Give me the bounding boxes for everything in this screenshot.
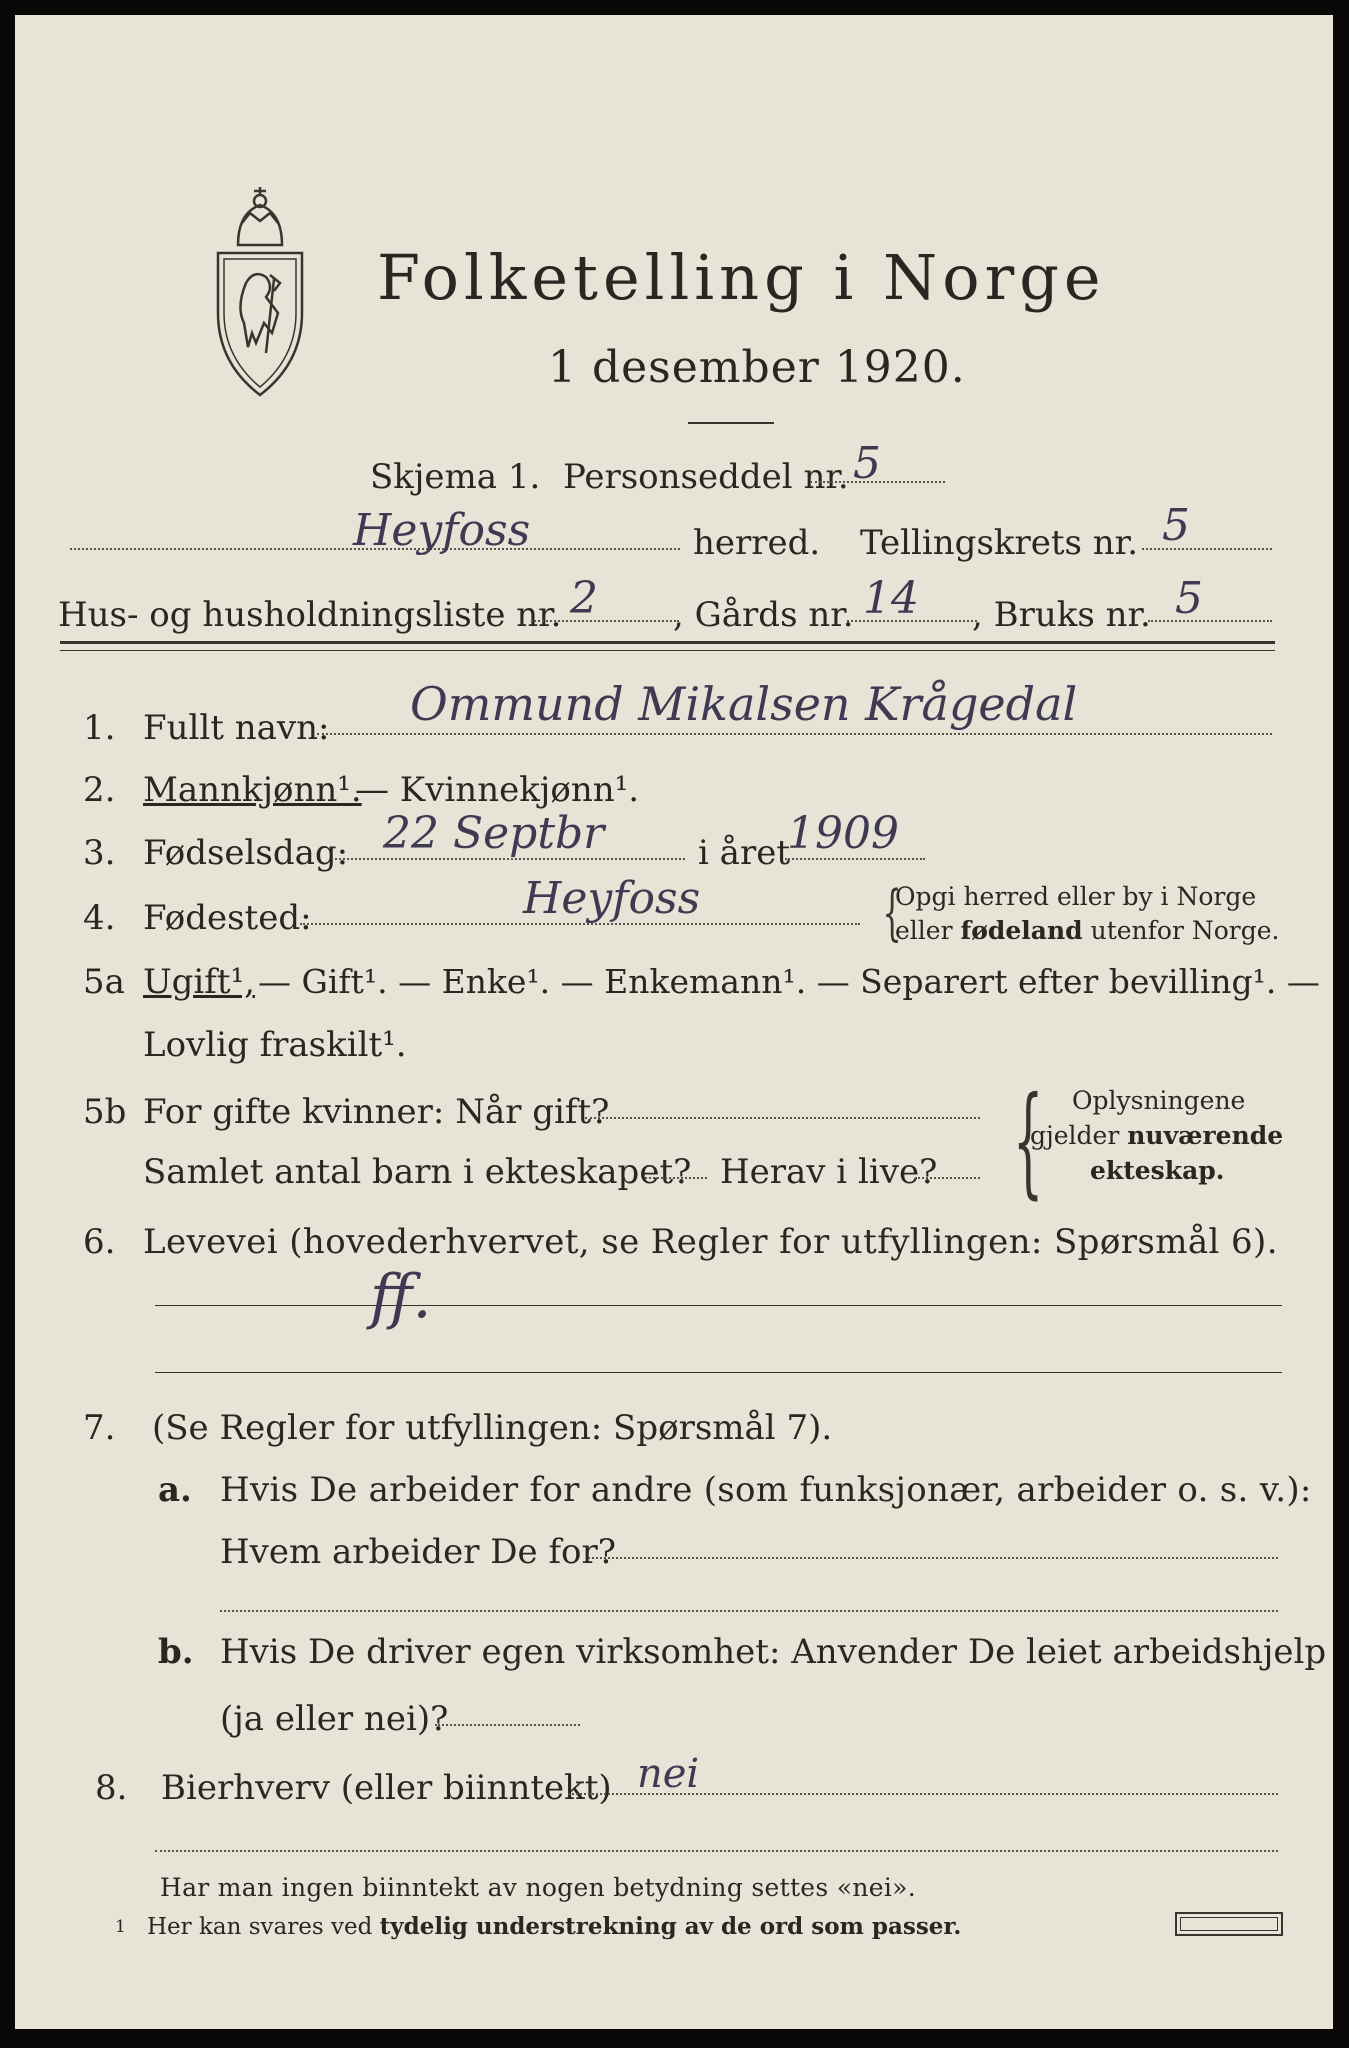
q5b-married-field	[585, 1117, 980, 1119]
q7-label: (Se Regler for utfyllingen: Spørsmål 7).	[152, 1408, 833, 1448]
q1-field	[317, 733, 1272, 735]
personseddel-label: Personseddel nr.	[563, 457, 849, 497]
q1-number: 1.	[83, 708, 116, 748]
q2-number: 2.	[83, 770, 116, 810]
q5b-note-line1: Oplysningene	[1072, 1086, 1246, 1115]
personseddel-value: 5	[853, 438, 881, 489]
q5b-label-alive: Herav i live?	[720, 1152, 938, 1192]
q6-value: ff.	[370, 1262, 432, 1332]
q5b-alive-field	[915, 1177, 980, 1179]
q5a-options: — Gift¹. — Enke¹. — Enkemann¹. — Separert efter bevilling¹. —	[258, 962, 1320, 1001]
q5b-brace: {	[1012, 1072, 1044, 1211]
q8-label: Bierhverv (eller biinntekt)	[161, 1768, 612, 1808]
husholdning-field	[531, 620, 679, 622]
q7b-field	[435, 1724, 580, 1726]
q8-field-2	[155, 1850, 1278, 1852]
q6-field-1	[155, 1305, 1282, 1306]
q1-value: Ommund Mikalsen Krågedal	[410, 677, 1078, 731]
q8-number: 8.	[95, 1768, 128, 1808]
q4-brace: {	[882, 878, 902, 948]
q3-value: 22 Septbr	[383, 808, 605, 859]
husholdning-label: Hus- og husholdningsliste nr.	[58, 595, 562, 635]
tellingskrets-value: 5	[1162, 500, 1190, 551]
q7a-field-1	[588, 1557, 1278, 1559]
footnote-number: 1	[115, 1917, 126, 1937]
bruks-value: 5	[1175, 573, 1203, 624]
q7a-number: a.	[158, 1470, 192, 1510]
q3-year-value: 1909	[787, 808, 899, 859]
husholdning-value: 2	[570, 573, 598, 624]
q8-value: nei	[637, 1751, 700, 1797]
q7b-label: Hvis De driver egen virksomhet: Anvender De leiet arbeidshjelp	[220, 1632, 1327, 1672]
q5a-number: 5a	[83, 962, 125, 1002]
q4-value: Heyfoss	[523, 873, 701, 924]
herred-label: herred.	[693, 523, 821, 563]
form-date: 1 desember 1920.	[548, 342, 966, 393]
norwegian-coat-of-arms-icon	[208, 183, 312, 401]
footer-note: Har man ingen biinntekt av nogen betydning settes «nei».	[160, 1873, 916, 1902]
q4-label: Fødested:	[143, 898, 312, 938]
schema-label: Skjema 1.	[370, 457, 541, 497]
q7a-label: Hvis De arbeider for andre (som funksjonær, arbeider o. s. v.):	[220, 1470, 1312, 1510]
q5b-label-married: For gifte kvinner: Når gift?	[143, 1092, 610, 1132]
q7b-number: b.	[158, 1632, 194, 1672]
q5b-note-line2: gjelder nuværende	[1030, 1121, 1284, 1150]
printer-stamp	[1175, 1912, 1283, 1936]
q6-label: Levevei (hovederhvervet, se Regler for utfyllingen: Spørsmål 6).	[143, 1222, 1278, 1262]
q4-note-line2: eller fødeland utenfor Norge.	[895, 916, 1280, 945]
gards-label: , Gårds nr.	[673, 595, 854, 635]
q7-number: 7.	[83, 1408, 116, 1448]
bruks-field	[1148, 620, 1272, 622]
census-form-page	[15, 15, 1333, 2029]
footnote-text: Her kan svares ved tydelig understrekning av de ord som passer.	[147, 1913, 962, 1940]
q7a-field-2	[220, 1610, 1278, 1612]
q5a-line2: Lovlig fraskilt¹.	[143, 1025, 407, 1065]
q5a-ugift: Ugift¹,	[143, 962, 255, 1002]
bruks-label: , Bruks nr.	[972, 595, 1151, 635]
q5b-number: 5b	[83, 1092, 127, 1132]
q7b-label-2: (ja eller nei)?	[220, 1699, 449, 1739]
q1-label: Fullt navn:	[143, 708, 330, 748]
q3-year-label: i året	[698, 833, 790, 873]
herred-value: Heyfoss	[353, 505, 531, 556]
q6-number: 6.	[83, 1222, 116, 1262]
gards-value: 14	[863, 573, 919, 624]
header-rule-thick	[60, 641, 1275, 644]
q3-number: 3.	[83, 833, 116, 873]
q5b-note-line3: ekteskap.	[1090, 1156, 1225, 1185]
tellingskrets-label: Tellingskrets nr.	[860, 523, 1139, 563]
q6-field-2	[155, 1372, 1282, 1373]
title-separator	[688, 422, 774, 424]
header-rule-thin	[60, 650, 1275, 651]
q4-number: 4.	[83, 898, 116, 938]
q2-kvinnekjonn: — Kvinnekjønn¹.	[355, 770, 640, 810]
q4-note-line1: Opgi herred eller by i Norge	[895, 882, 1257, 911]
q5b-children-field	[645, 1177, 707, 1179]
q7a-label-2: Hvem arbeider De for?	[220, 1532, 616, 1572]
q5b-label-children: Samlet antal barn i ekteskapet?	[143, 1152, 692, 1192]
q2-mannkjonn: Mannkjønn¹.	[143, 770, 362, 810]
q3-label: Fødselsdag:	[143, 833, 349, 873]
form-title: Folketelling i Norge	[377, 241, 1106, 314]
